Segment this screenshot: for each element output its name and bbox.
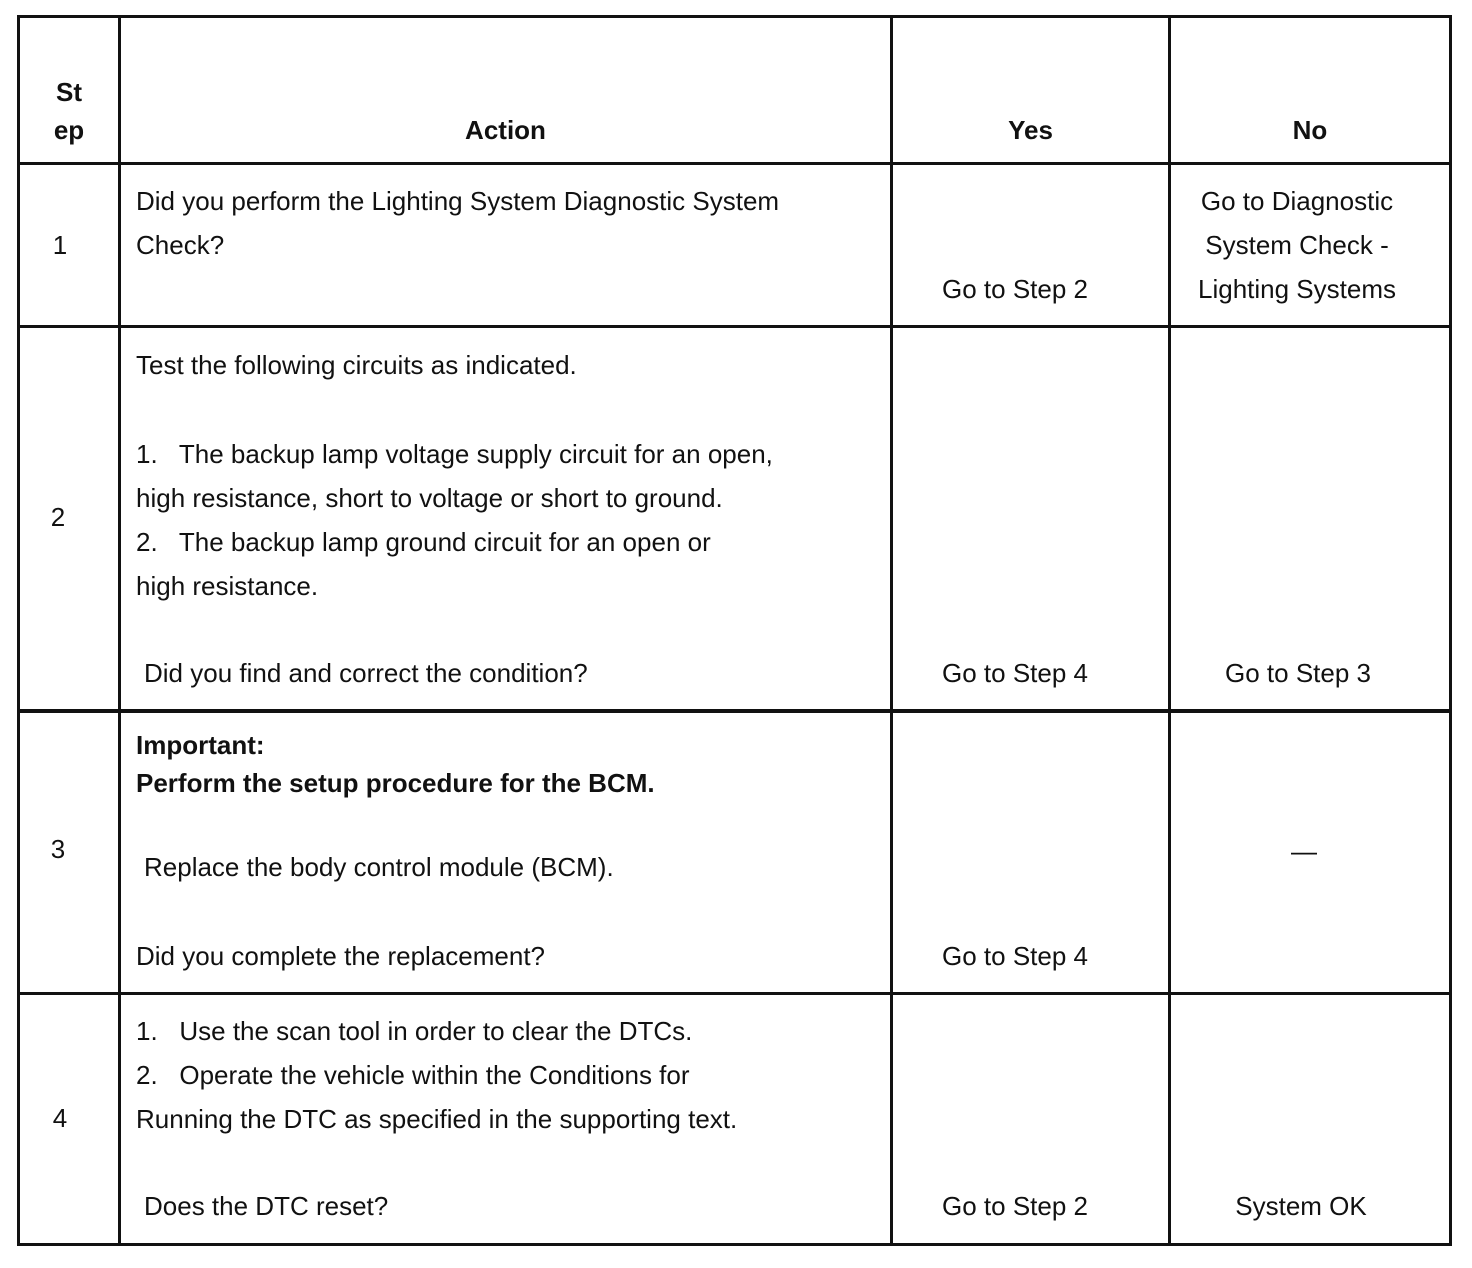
step-number: 3 <box>50 834 66 864</box>
row-divider <box>17 709 1452 713</box>
table-border-left <box>17 15 20 1246</box>
action-line: 1. Use the scan tool in order to clear the DTCs. <box>136 1016 693 1046</box>
header-divider <box>17 162 1452 165</box>
no-result <box>1171 179 1423 311</box>
action-line: 1. The backup lamp voltage supply circuit for an open, <box>136 439 773 469</box>
action-text <box>136 432 773 608</box>
table-border-right <box>1449 15 1452 1246</box>
action-line: Check? <box>136 230 225 260</box>
table-border-bottom <box>17 1243 1452 1246</box>
step-number: 2 <box>50 502 66 532</box>
action-intro: Test the following circuits as indicated. <box>136 350 577 380</box>
yes-result: Go to Step 2 <box>942 1191 1088 1221</box>
header-step-line: St <box>56 77 82 107</box>
no-result: Go to Step 3 <box>1225 658 1371 688</box>
header-no: No <box>1292 115 1328 145</box>
action-text: Replace the body control module (BCM). <box>144 852 614 882</box>
table-border-top <box>17 15 1452 18</box>
yes-result: Go to Step 4 <box>942 941 1088 971</box>
action-question: Does the DTC reset? <box>144 1191 389 1221</box>
action-line: 2. The backup lamp ground circuit for an open or <box>136 527 711 557</box>
step-number: 1 <box>52 230 68 260</box>
step-number: 4 <box>52 1103 68 1133</box>
no-line: System Check - <box>1205 230 1389 260</box>
column-divider <box>118 15 121 1246</box>
header-step-line: ep <box>53 115 85 145</box>
column-divider <box>890 15 893 1246</box>
important-text: Perform the setup procedure for the BCM. <box>136 768 655 798</box>
no-line: Go to Diagnostic <box>1200 186 1394 216</box>
action-line: high resistance, short to voltage or short to ground. <box>136 483 723 513</box>
header-yes: Yes <box>1008 115 1053 145</box>
no-result: System OK <box>1235 1191 1367 1221</box>
yes-result: Go to Step 2 <box>942 274 1088 304</box>
action-line: high resistance. <box>136 571 319 601</box>
diagnostic-table <box>17 15 1452 1246</box>
no-line: Lighting Systems <box>1198 274 1396 304</box>
action-line: 2. Operate the vehicle within the Conditions for <box>136 1060 690 1090</box>
action-line: Did you perform the Lighting System Diagnostic System <box>136 186 780 216</box>
no-result: — <box>1291 836 1317 866</box>
action-text <box>136 179 779 267</box>
action-question: Did you complete the replacement? <box>136 941 546 971</box>
action-line: Running the DTC as specified in the supporting text. <box>136 1104 738 1134</box>
row-divider <box>17 325 1452 328</box>
row-divider <box>17 992 1452 995</box>
yes-result: Go to Step 4 <box>942 658 1088 688</box>
important-label: Important: <box>136 730 265 760</box>
action-text <box>136 1009 737 1141</box>
header-step <box>20 73 118 149</box>
header-action: Action <box>465 115 546 145</box>
action-question: Did you find and correct the condition? <box>144 658 588 688</box>
